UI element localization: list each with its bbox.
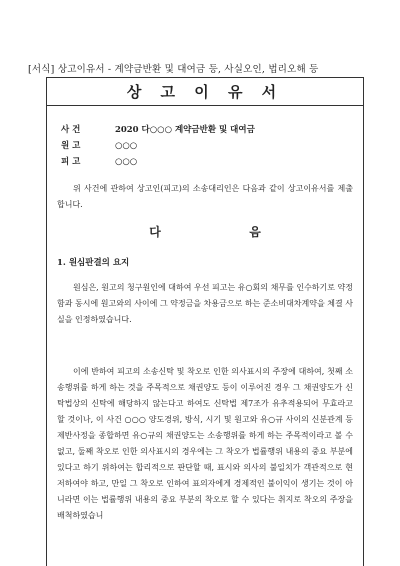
party-label: 원 고 (61, 141, 81, 151)
party-label: 피 고 (61, 157, 81, 167)
party-row-plaintiff (61, 139, 137, 151)
document-title: 상 고 이 유 서 (126, 83, 284, 101)
paragraph-2: 이에 반하여 피고의 소송신탁 및 착오로 인한 의사표시의 주장에 대하여, 첫째 소송행위를 하게 하는 것을 주목적으로 채권양도 등이 이루어진 경우 그 채권양도가 신탁법상의 신탁에 해당하지 않는다고 하여도 신탁법 제7조가 유추적용되어 무효라고 할 것이나, 이 사건 ○○○ 양도경위, 방식, 시기 및 원고와 유○규 사이의 신분관계 등 제반사정을 종합하면 유○규의 채권양도는 소송행위를 하게 하는 주목적이라고 볼 수 없고, 둘째 착오로 인한 의사표시의 경우에는 그 착오가 법률행위 내용의 중요 부분에 있다고 하기 위하여는 합리적으로 판단할 때, 표시와 의사의 불일치가 객관적으로 현저하여야 하고, 만일 그 착오로 인하여 표의자에게 경제적인 불이익이 생기는 것이 아니라면 이는 법률행위 내용의 중요 부분의 착오로 할 수 있다는 취지로 착오의 주장을 배척하였습니 (57, 367, 353, 520)
party-label: 사 건 (61, 125, 81, 135)
party-value: 2020 다○○○ 계약금반환 및 대여금 (114, 125, 255, 135)
title-divider (47, 105, 363, 106)
section-1-title: 1. 원심판결의 요지 (57, 258, 130, 268)
intro-paragraph: 위 사건에 관하여 상고인(피고)의 소송대리인은 다음과 같이 상고이유서를 제출합니다. (57, 184, 353, 209)
form-title-line (28, 61, 318, 75)
form-tag: [서식] (28, 64, 55, 75)
party-value: ○○○ (114, 141, 138, 151)
party-row-case (61, 123, 255, 135)
section-heading-char: 음 (249, 225, 261, 239)
form-title: 상고이유서 - 계약금반환 및 대여금 등, 사실오인, 법리오해 등 (57, 64, 319, 75)
section-heading-da-eum (47, 223, 363, 240)
document-frame (46, 77, 364, 566)
party-row-defendant (61, 155, 137, 167)
party-value: ○○○ (114, 157, 138, 167)
paragraph-1: 원심은, 원고의 청구원인에 대하여 우선 피고는 유○회의 채무를 인수하기로 약정함과 동시에 원고와의 사이에 그 약정금을 차용금으로 하는 준소비대차계약을 체결 사실을 인정하였습니다. (57, 283, 353, 324)
section-heading-char: 다 (149, 225, 161, 239)
